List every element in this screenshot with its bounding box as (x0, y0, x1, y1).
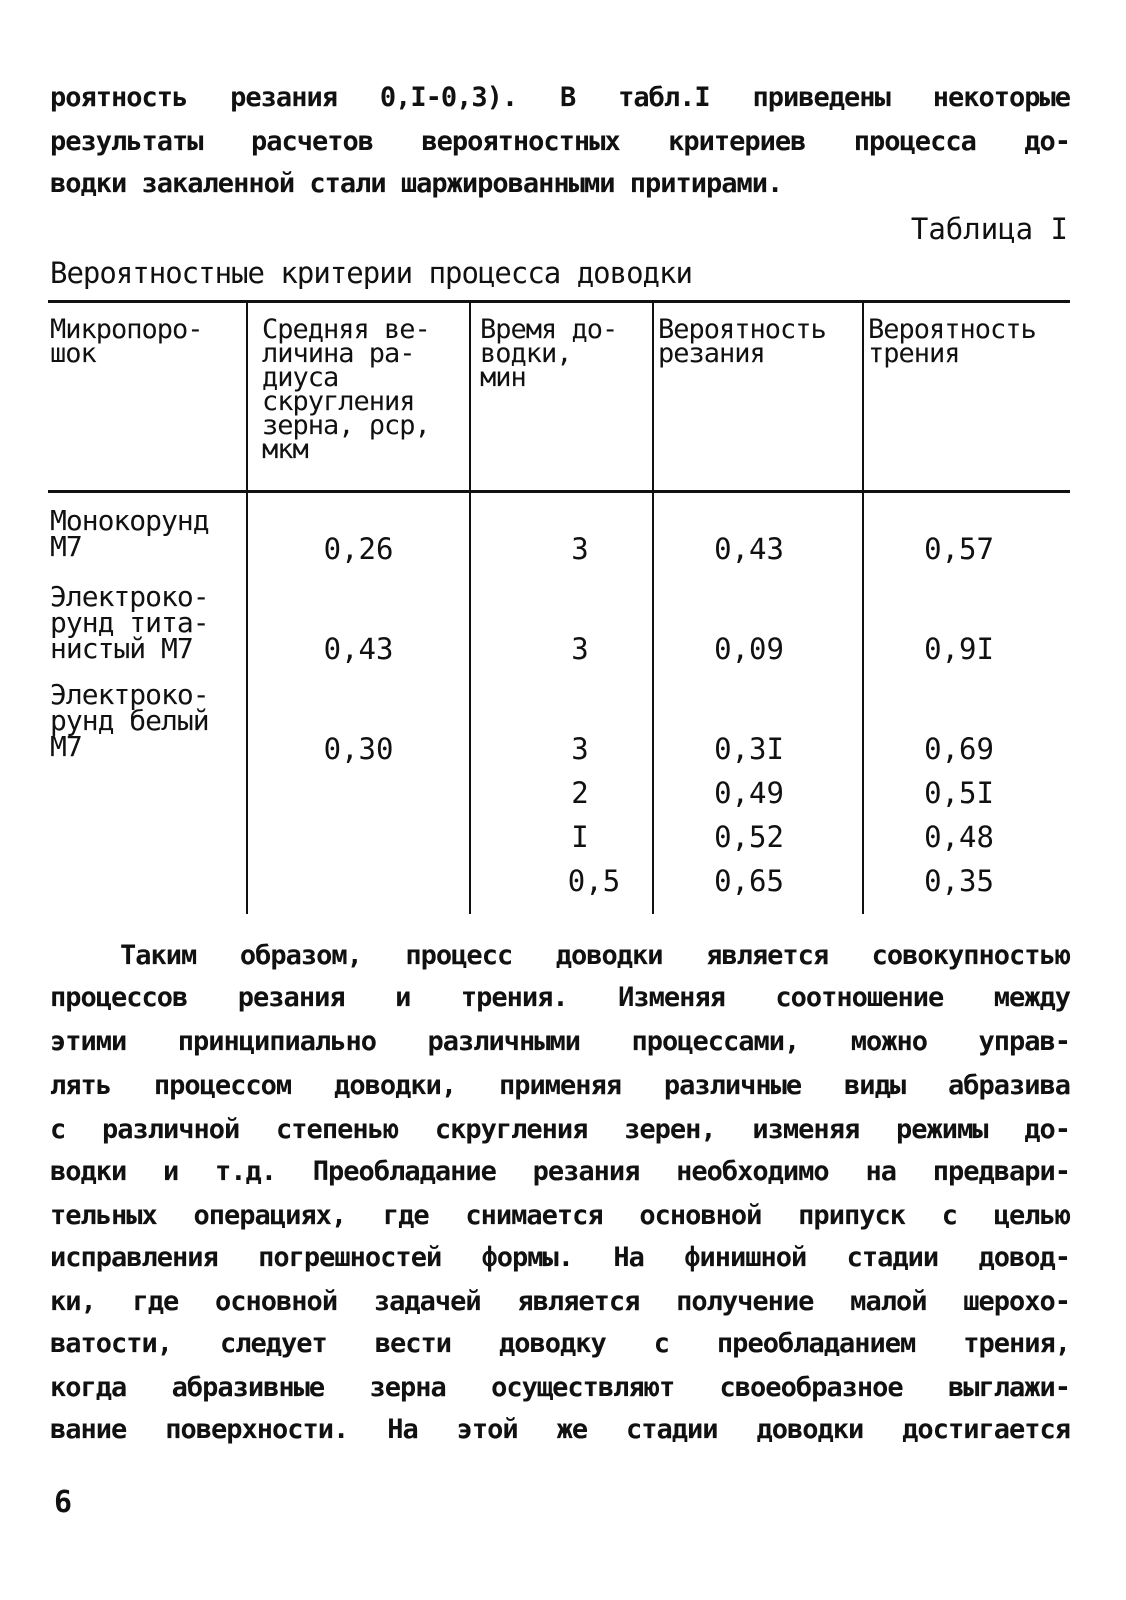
cutting-cell: 0,3I (714, 732, 784, 766)
header-friction-probability: Вероятность трения (868, 314, 1036, 369)
table-header-rule (48, 490, 1070, 493)
cutting-cell: 0,49 (714, 776, 784, 810)
table-title: Вероятностные критерии процесса доводки (50, 256, 692, 290)
friction-cell: 0,9I (924, 632, 994, 666)
column-divider (469, 302, 471, 914)
body-line: вание поверхности. На этой же стадии доводки достигается (50, 1414, 1070, 1445)
radius-cell: 0,26 (323, 532, 394, 566)
table-number: Таблица I (910, 212, 1068, 246)
body-line: исправления погрешностей формы. На финишной стадии довод- (50, 1242, 1070, 1273)
time-cell: 0,5 (567, 864, 621, 898)
header-cutting-probability: Вероятность резания (658, 314, 826, 369)
body-line: процессов резания и трения. Изменяя соотношение между (50, 982, 1070, 1013)
friction-cell: 0,69 (924, 732, 994, 766)
header-time: Время до- водки, мин (480, 314, 618, 393)
table-top-rule (48, 300, 1070, 303)
body-line: тельных операциях, где снимается основной припуск с целью (50, 1200, 1070, 1231)
friction-cell: 0,48 (924, 820, 994, 854)
body-line: этими принципиально различными процессами, можно управ- (50, 1026, 1070, 1057)
time-cell: 2 (571, 776, 589, 810)
friction-cell: 0,57 (924, 532, 994, 566)
page-number: 6 (54, 1485, 73, 1520)
time-cell: 3 (571, 632, 589, 666)
friction-cell: 0,5I (924, 776, 994, 810)
body-line: с различной степенью скругления зерен, изменяя режимы до- (50, 1114, 1070, 1145)
body-line: лять процессом доводки, применяя различные виды абразива (50, 1070, 1070, 1101)
time-cell: I (571, 820, 589, 854)
cutting-cell: 0,43 (714, 532, 784, 566)
row-label: Электроко- рунд белый М7 (50, 678, 209, 763)
friction-cell: 0,35 (924, 864, 994, 898)
body-line: ки, где основной задачей является получение малой шерохо- (50, 1286, 1070, 1317)
row-label: Монокорунд М7 (50, 504, 209, 563)
header-radius: Средняя ве- личина ра- диуса скругления зерна, ρср, мкм (262, 314, 430, 465)
cutting-cell: 0,09 (714, 632, 784, 666)
body-line: Таким образом, процесс доводки является совокупностью (120, 940, 1070, 971)
intro-line: результаты расчетов вероятностных критериев процесса до- (50, 126, 1070, 157)
body-line: когда абразивные зерна осуществляют своеобразное выглажи- (50, 1372, 1070, 1403)
time-cell: 3 (571, 532, 589, 566)
header-micropowder: Микропоро- шок (50, 314, 203, 369)
radius-cell: 0,30 (323, 732, 394, 766)
intro-line: водки закаленной стали шаржированными притирами. (50, 168, 783, 199)
body-line: ватости, следует вести доводку с преобладанием трения, (50, 1328, 1070, 1359)
cutting-cell: 0,65 (714, 864, 784, 898)
column-divider (246, 302, 248, 914)
time-cell: 3 (571, 732, 589, 766)
intro-line: роятность резания 0,I-0,3). В табл.I приведены некоторые (50, 82, 1070, 113)
cutting-cell: 0,52 (714, 820, 784, 854)
row-label: Электроко- рунд тита- нистый М7 (50, 580, 209, 665)
body-line: водки и т.д. Преобладание резания необходимо на предвари- (50, 1156, 1070, 1187)
radius-cell: 0,43 (323, 632, 394, 666)
